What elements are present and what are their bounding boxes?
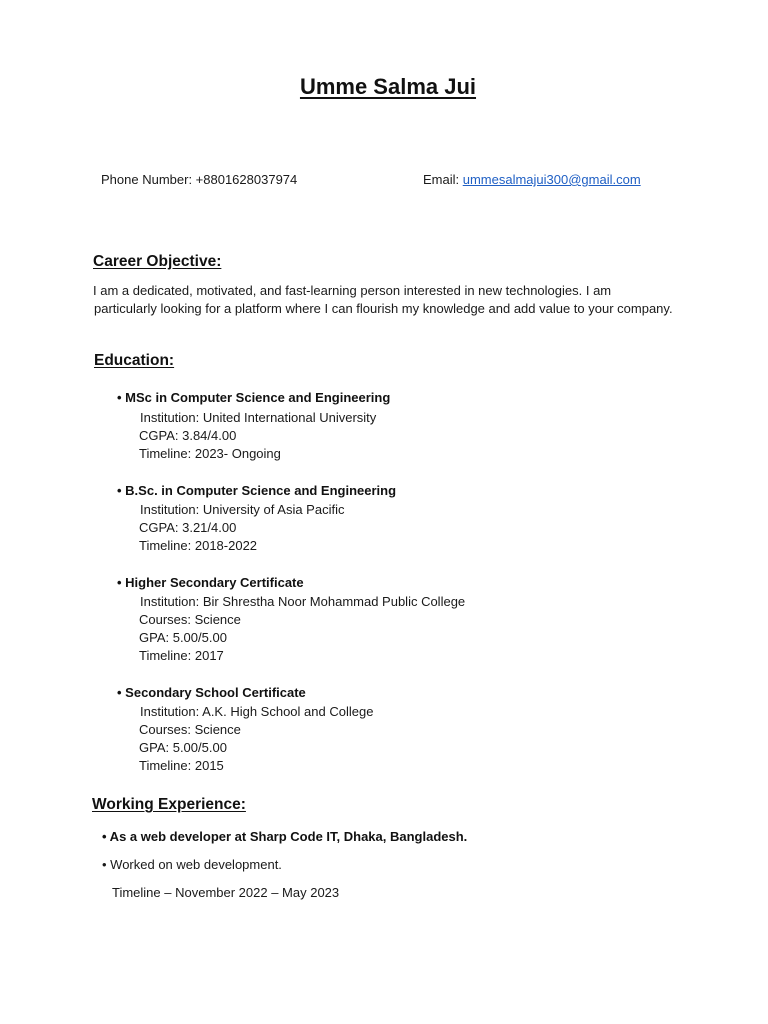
education-heading: Education: [94, 352, 175, 369]
work-experience-heading: Working Experience: [92, 796, 246, 813]
education-degree-msc: • MSc in Computer Science and Engineering [117, 390, 391, 405]
education-score: GPA: 5.00/5.00 [139, 740, 227, 755]
education-institution: Institution: University of Asia Pacific [140, 502, 345, 517]
work-role: • As a web developer at Sharp Code IT, Dhaka, Bangladesh. [102, 829, 468, 844]
phone-line [101, 172, 297, 187]
education-institution: Institution: A.K. High School and College [140, 704, 374, 719]
education-timeline: Timeline: 2018-2022 [139, 538, 258, 553]
education-score: GPA: 5.00/5.00 [139, 630, 227, 645]
career-objective-line-1: I am a dedicated, motivated, and fast-learning person interested in new technologies. I am [93, 283, 612, 298]
work-task: • Worked on web development. [102, 857, 282, 872]
education-timeline: Timeline: 2023- Ongoing [139, 446, 281, 461]
email-link[interactable]: ummesalmajui300@gmail.com [462, 172, 641, 187]
education-degree-hsc: • Higher Secondary Certificate [117, 575, 304, 590]
work-timeline: Timeline – November 2022 – May 2023 [112, 885, 340, 900]
education-courses: Courses: Science [139, 612, 241, 627]
education-institution: Institution: United International University [140, 410, 377, 425]
education-timeline: Timeline: 2015 [139, 758, 224, 773]
phone-label: Phone Number: [101, 172, 196, 187]
email-label: Email: [423, 172, 463, 187]
education-score: CGPA: 3.84/4.00 [139, 428, 237, 443]
education-degree-bsc: • B.Sc. in Computer Science and Engineering [117, 483, 397, 498]
career-objective-line-2: particularly looking for a platform where I can flourish my knowledge and add value to your company. [94, 301, 673, 316]
career-objective-heading: Career Objective: [93, 253, 222, 270]
resume-name: Umme Salma Jui [299, 74, 477, 99]
education-timeline: Timeline: 2017 [139, 648, 224, 663]
education-courses: Courses: Science [139, 722, 241, 737]
education-score: CGPA: 3.21/4.00 [139, 520, 237, 535]
phone-number: +8801628037974 [195, 172, 298, 187]
education-institution: Institution: Bir Shrestha Noor Mohammad Public College [140, 594, 466, 609]
education-degree-ssc: • Secondary School Certificate [117, 685, 306, 700]
email-line [423, 172, 641, 187]
